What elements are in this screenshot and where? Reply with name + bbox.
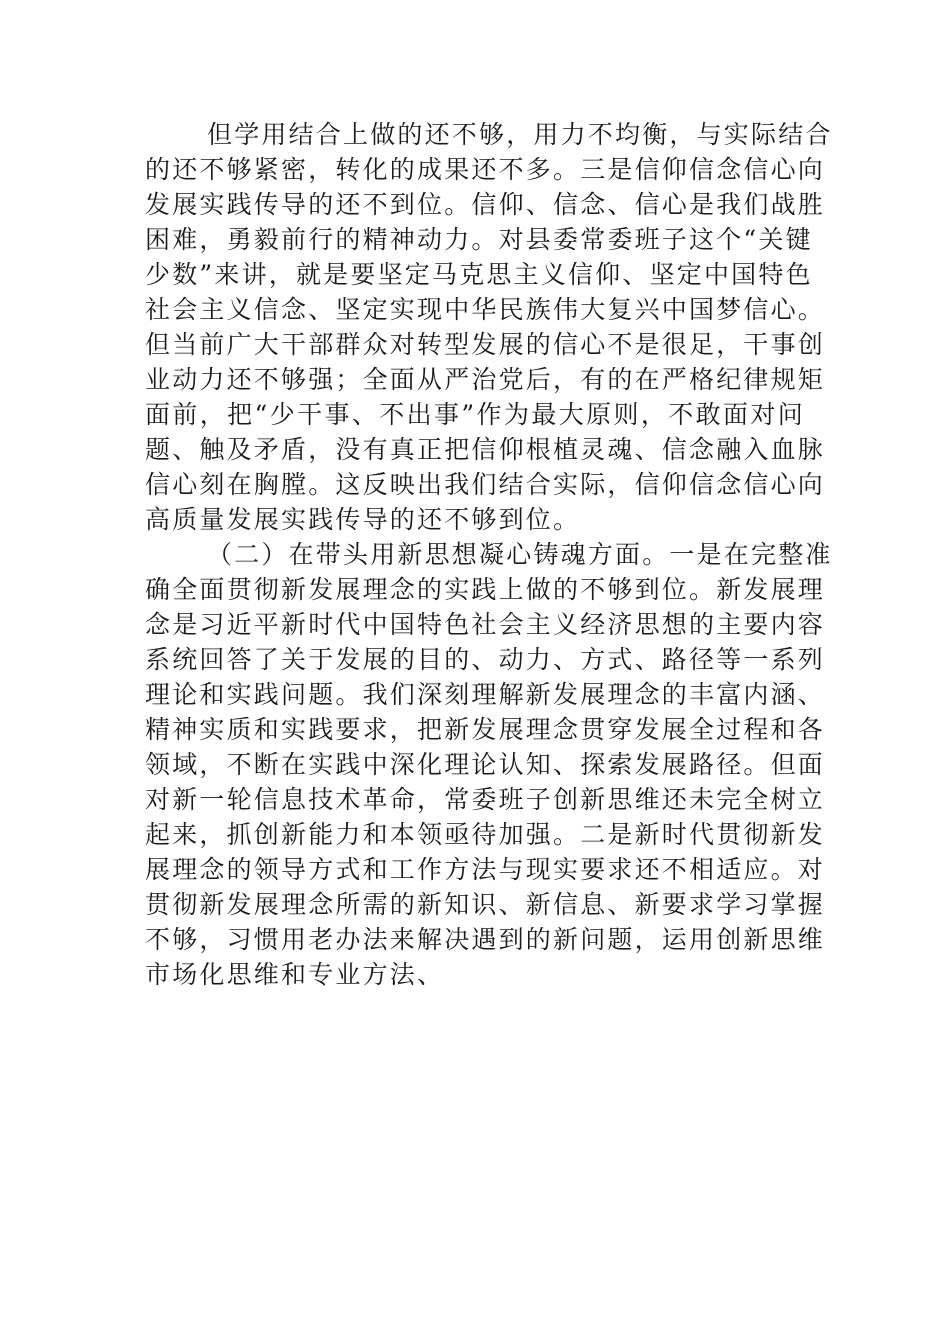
text-line: 但学用结合上做的还不够，用力不均衡，与实际结合: [207, 120, 833, 149]
text-line: 领域，不断在实践中深化理论认知、探索发展路径。但面: [145, 750, 826, 779]
text-line: 困难，勇毅前行的精神动力。对县委常委班子这个“关键: [145, 225, 813, 254]
text-line: 面前，把“少干事、不出事”作为最大原则，不敢面对问: [145, 400, 805, 429]
text-line: 系统回答了关于发展的目的、动力、方式、路径等一系列: [145, 645, 826, 674]
text-line: 市场化思维和专业方法、: [145, 960, 445, 989]
text-line: 发展实践传导的还不到位。信仰、信念、信心是我们战胜: [145, 190, 826, 219]
text-line: 不够，习惯用老办法来解决遇到的新问题，运用创新思维: [145, 925, 826, 954]
text-line: 高质量发展实践传导的还不够到位。: [145, 505, 581, 534]
text-line: 念是习近平新时代中国特色社会主义经济思想的主要内容: [145, 610, 826, 639]
text-line: 确全面贯彻新发展理念的实践上做的不够到位。新发展理: [145, 575, 826, 604]
text-line: 信心刻在胸膛。这反映出我们结合实际，信仰信念信心向: [145, 470, 826, 499]
text-line: 少数”来讲，就是要坚定马克思主义信仰、坚定中国特色: [145, 260, 813, 289]
text-line: 理论和实践问题。我们深刻理解新发展理念的丰富内涵、: [145, 680, 826, 709]
text-line: 展理念的领导方式和工作方法与现实要求还不相适应。对: [145, 855, 826, 884]
text-line: 业动力还不够强；全面从严治党后，有的在严格纪律规矩: [145, 365, 826, 394]
text-line: 社会主义信念、坚定实现中华民族伟大复兴中国梦信心。: [145, 295, 826, 324]
text-line: 起来，抓创新能力和本领亟待加强。二是新时代贯彻新发: [145, 820, 826, 849]
text-line: 精神实质和实践要求，把新发展理念贯穿发展全过程和各: [145, 715, 826, 744]
body-text: [145, 117, 833, 992]
section-heading-line: （二）在带头用新思想凝心铸魂方面。一是在完整准: [207, 540, 833, 569]
text-line: 贯彻新发展理念所需的新知识、新信息、新要求学习掌握: [145, 890, 826, 919]
text-line: 的还不够紧密，转化的成果还不多。三是信仰信念信心向: [145, 155, 826, 184]
text-line: 题、触及矛盾，没有真正把信仰根植灵魂、信念融入血脉: [145, 435, 826, 464]
text-line: 但当前广大干部群众对转型发展的信心不是很足，干事创: [145, 330, 826, 359]
text-line: 对新一轮信息技术革命，常委班子创新思维还未完全树立: [145, 785, 826, 814]
